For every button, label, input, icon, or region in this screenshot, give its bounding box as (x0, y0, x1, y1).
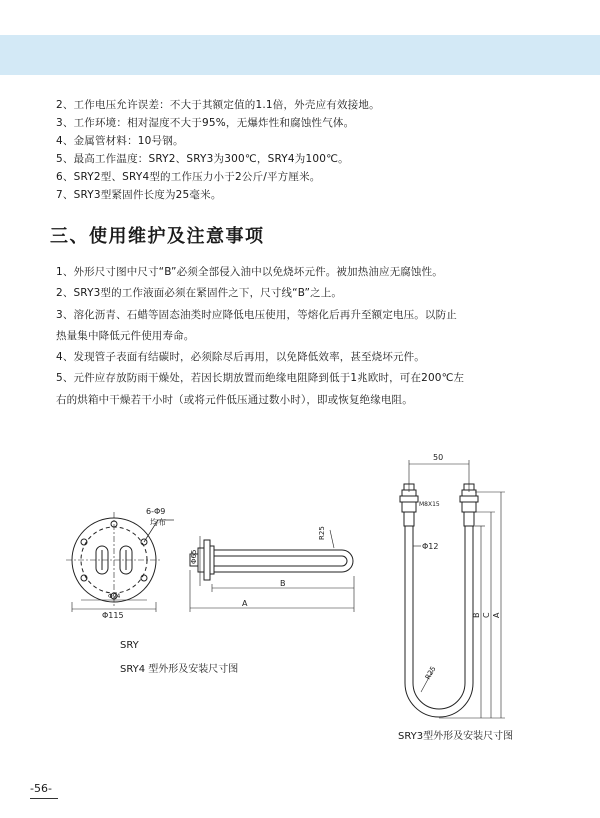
spec-line: 4、金属管材料：10号钢。 (56, 135, 184, 147)
page-rule (30, 798, 58, 799)
label-even: 均布 (150, 518, 166, 527)
spec-list (56, 96, 576, 204)
label-r25: R25 (318, 526, 326, 540)
label-b: B (280, 579, 286, 588)
notes-list (56, 262, 556, 411)
spec-line: 5、最高工作温度：SRY2、SRY3为300℃，SRY4为100℃。 (56, 153, 349, 165)
label-b: B (472, 612, 481, 618)
label-r25: R25 (423, 665, 438, 681)
label-a: A (242, 599, 248, 608)
note-line: 5、元件应存放防雨干燥处，若因长期放置而绝缘电阻降到低于1兆欧时，可在200℃左 (56, 372, 465, 385)
spec-line: 3、工作环境：相对湿度不大于95%，无爆炸性和腐蚀性气体。 (56, 117, 355, 129)
label-holes: 6-Φ9 (146, 507, 166, 516)
caption-sry: SRY (120, 640, 139, 651)
page-number: -56- (30, 782, 52, 795)
label-c: C (482, 612, 491, 618)
spec-line: 6、SRY2型、SRY4型的工作压力小于2公斤/平方厘米。 (56, 171, 321, 183)
header-band (0, 35, 600, 75)
note-line: 2、SRY3型的工作液面必须在紧固件之下，尺寸线“B”之上。 (56, 287, 343, 300)
label-50: 50 (433, 453, 444, 462)
label-phi65: Φ65 (190, 549, 198, 564)
note-line: 3、溶化沥青、石蜡等固态油类时应降低电压使用，等熔化后再升至额定电压。以防止 (56, 308, 457, 321)
note-line: 4、发现管子表面有结碳时，必须除尽后再用，以免降低效率，甚至烧坏元件。 (56, 351, 425, 364)
note-line: 右的烘箱中干燥若干小时（或将元件低压通过数小时），即或恢复绝缘电阻。 (56, 393, 413, 406)
caption-sry4: SRY4 型外形及安装尺寸图 (120, 664, 239, 675)
spec-line: 2、工作电压允许误差：不大于其额定值的1.1倍，外壳应有效接地。 (56, 99, 380, 111)
label-thread: M8X15 (419, 501, 440, 508)
sry3-drawing (385, 448, 535, 748)
section-title: 三、使用维护及注意事项 (50, 226, 265, 247)
label-a: A (492, 612, 501, 618)
label-phi12: Φ12 (422, 542, 439, 551)
label-phi115: Φ115 (102, 611, 124, 620)
label-phi94: Φ94 (108, 593, 121, 600)
note-line: 1、外形尺寸图中尺寸“B”必须全部侵入油中以免烧坏元件。被加热油应无腐蚀性。 (56, 266, 443, 278)
caption-sry3: SRY3型外形及安装尺寸图 (398, 731, 514, 742)
note-line: 热量集中降低元件使用寿命。 (56, 329, 195, 342)
spec-line: 7、SRY3型紧固件长度为25毫米。 (56, 189, 222, 201)
